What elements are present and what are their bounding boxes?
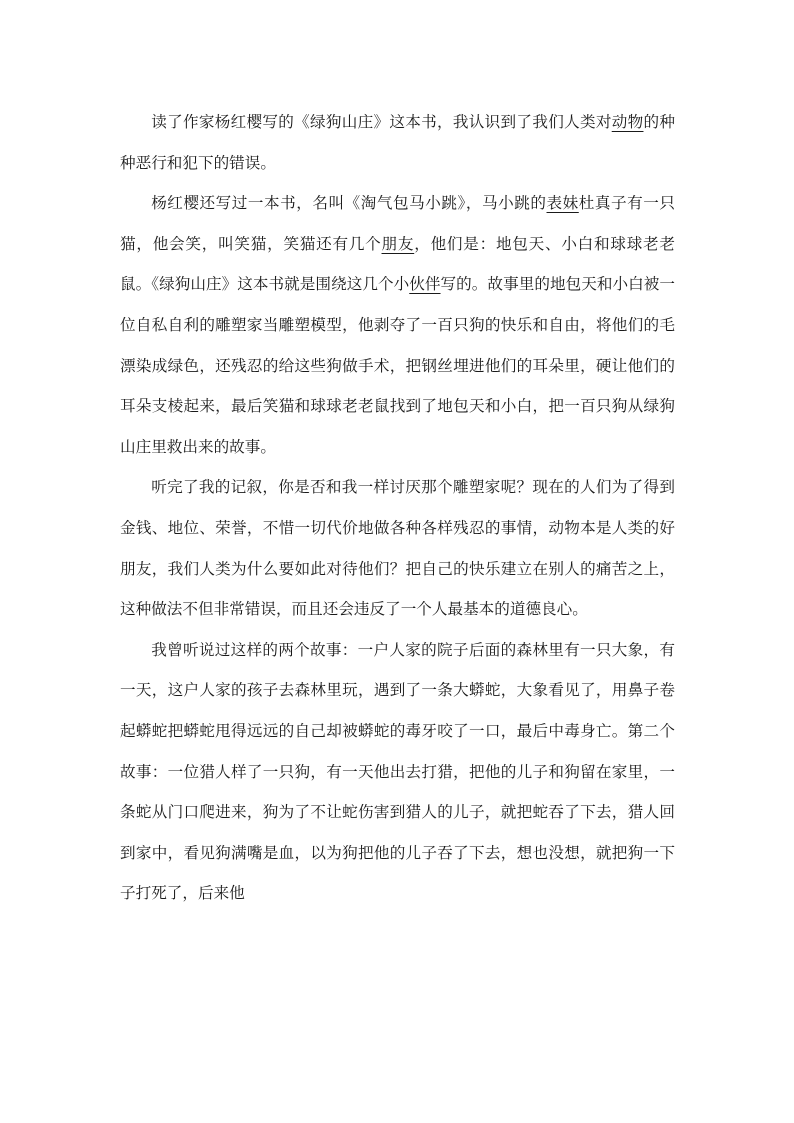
paragraph-3 (120, 467, 675, 629)
text-segment: 写的。故事里的地包天和小白被一位自私自利的雕塑家当雕塑模型，他剥夺了一百只狗的快乐和自由，将他们的毛漂染成绿色，还残忍的给这些狗做手术，把钢丝埋进他们的耳朵里，硬让他们的耳朵支棱起来，最后笑猫和球球老老鼠找到了地包天和小白，把一百只狗从绿狗山庄里救出来的故事。 (120, 275, 675, 456)
underlined-word: 表妹 (546, 194, 579, 213)
underlined-word: 朋友 (381, 234, 415, 253)
text-segment: 的种种恶行和犯下的错误。 (120, 113, 675, 172)
text-segment: 读了作家杨红樱写的《绿狗山庄》这本书，我认识到了我们人类对 (151, 113, 612, 131)
paragraph-2 (120, 183, 675, 467)
document-body (120, 102, 675, 914)
text-segment: 杜真子有一只猫，他会笑，叫笑猫，笑猫还有几个 (120, 194, 675, 253)
text-segment: ，他们是：地包天、小白和球球老老鼠。《绿狗山庄》这本书就是围绕这几个小 (120, 234, 675, 294)
text-segment: 我曾听说过这样的两个故事：一户人家的院子后面的森林里有一只大象，有一天，这户人家的孩子去森林里玩，遇到了一条大蟒蛇，大象看见了，用鼻子卷起蟒蛇把蟒蛇甩得远远的自己却被蟒蛇的毒牙咬了一口，最后中毒身亡。第二个故事：一位猎人样了一只狗，有一天他出去打猎，把他的儿子和狗留在家里，一条蛇从门口爬进来，狗为了不让蛇伤害到猎人的儿子，就把蛇吞了下去，猎人回到家中，看见狗满嘴是血，以为狗把他的儿子吞了下去，想也没想，就把狗一下子打死了，后来他 (120, 640, 675, 903)
text-segment: 听完了我的记叙，你是否和我一样讨厌那个雕塑家呢？现在的人们为了得到金钱、地位、荣誉，不惜一切代价地做各种各样残忍的事情，动物本是人类的好朋友，我们人类为什么要如此对待他们？把自己的快乐建立在别人的痛苦之上，这种做法不但非常错误，而且还会违反了一个人最基本的道德良心。 (120, 478, 675, 619)
paragraph-4 (120, 630, 675, 914)
text-segment: 杨红樱还写过一本书，名叫《淘气包马小跳》，马小跳的 (151, 194, 547, 213)
underlined-word: 动物 (611, 113, 644, 131)
underlined-word: 伙伴 (409, 275, 441, 294)
paragraph-1 (120, 102, 675, 183)
